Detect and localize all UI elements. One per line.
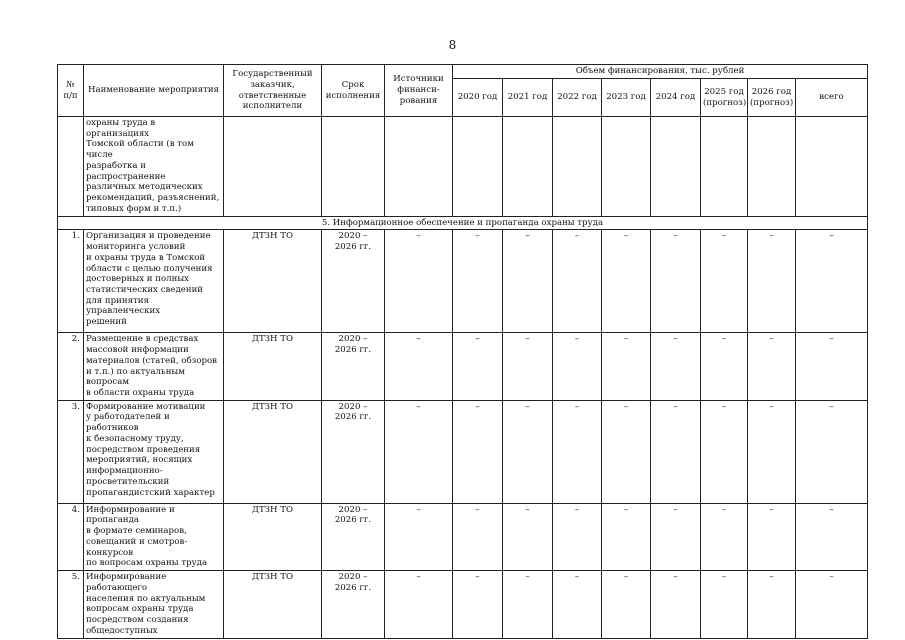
row-term: 2020 – 2026 гг.	[322, 571, 385, 638]
row-term: 2020 – 2026 гг.	[322, 503, 385, 570]
continuation-row	[58, 117, 868, 217]
table-row	[58, 571, 868, 638]
row-value: –	[503, 230, 553, 333]
row-value: –	[651, 571, 701, 638]
row-value: –	[701, 503, 748, 570]
cell	[453, 117, 503, 217]
row-value: –	[553, 400, 602, 503]
row-value: –	[701, 400, 748, 503]
row-value: –	[553, 503, 602, 570]
row-value: –	[602, 503, 651, 570]
row-number: 4.	[58, 503, 84, 570]
row-value: –	[553, 571, 602, 638]
section-row	[58, 216, 868, 230]
row-value: –	[748, 230, 796, 333]
row-number: 3.	[58, 400, 84, 503]
header-year: 2025 год (прогноз)	[701, 79, 748, 117]
row-value: –	[503, 503, 553, 570]
header-total: всего	[796, 79, 868, 117]
row-sources: –	[385, 333, 453, 400]
cell	[748, 117, 796, 217]
header-name: Наименование мероприятия	[84, 65, 224, 117]
row-value: –	[701, 571, 748, 638]
cell	[602, 117, 651, 217]
header-row-1	[58, 65, 868, 79]
row-customer: ДТЗН ТО	[224, 333, 322, 400]
row-number: 5.	[58, 571, 84, 638]
row-value: –	[701, 230, 748, 333]
row-term: 2020 – 2026 гг.	[322, 400, 385, 503]
row-value: –	[503, 400, 553, 503]
row-sources: –	[385, 400, 453, 503]
funding-table	[57, 64, 868, 639]
row-value: –	[602, 333, 651, 400]
row-value: –	[453, 333, 503, 400]
cell	[385, 117, 453, 217]
header-sources: Источники финанси- рования	[385, 65, 453, 117]
row-customer: ДТЗН ТО	[224, 230, 322, 333]
row-value: –	[453, 230, 503, 333]
header-customer: Государственный заказчик, ответственные исполнители	[224, 65, 322, 117]
row-sources: –	[385, 230, 453, 333]
row-value: –	[748, 571, 796, 638]
row-term: 2020 – 2026 гг.	[322, 333, 385, 400]
cell	[322, 117, 385, 217]
row-value: –	[796, 400, 868, 503]
cell	[224, 117, 322, 217]
row-value: –	[748, 400, 796, 503]
header-year: 2021 год	[503, 79, 553, 117]
row-sources: –	[385, 503, 453, 570]
row-number: 2.	[58, 333, 84, 400]
row-value: –	[453, 400, 503, 503]
section-title: 5. Информационное обеспечение и пропаганда охраны труда	[58, 216, 868, 230]
row-value: –	[453, 503, 503, 570]
row-value: –	[453, 571, 503, 638]
row-name: Информирование работающего населения по актуальным вопросам охраны труда посредством создания общедоступных	[84, 571, 224, 638]
table-body	[58, 230, 868, 638]
row-value: –	[651, 503, 701, 570]
table-row	[58, 230, 868, 333]
header-term: Срок исполнения	[322, 65, 385, 117]
header-num: № п/п	[58, 65, 84, 117]
row-value: –	[602, 400, 651, 503]
table-row	[58, 400, 868, 503]
row-value: –	[748, 333, 796, 400]
row-customer: ДТЗН ТО	[224, 571, 322, 638]
row-name: Информирование и пропаганда в формате семинаров, совещаний и смотров-конкурсов по вопросам охраны труда	[84, 503, 224, 570]
table-row	[58, 333, 868, 400]
cell	[701, 117, 748, 217]
row-sources: –	[385, 571, 453, 638]
row-value: –	[651, 333, 701, 400]
cell	[651, 117, 701, 217]
header-year: 2022 год	[553, 79, 602, 117]
row-value: –	[796, 230, 868, 333]
row-term: 2020 – 2026 гг.	[322, 230, 385, 333]
continuation-name: охраны труда в организациях Томской области (в том числе разработка и распространение различных методических рекомендаций, разъяснений, типовых форм и т.п.)	[84, 117, 224, 217]
cell	[553, 117, 602, 217]
row-name: Формирование мотивации у работодателей и работников к безопасному труду, посредством проведения мероприятий, носящих информационно- просветительский пропагандистский характер	[84, 400, 224, 503]
row-value: –	[796, 503, 868, 570]
row-value: –	[748, 503, 796, 570]
row-value: –	[701, 333, 748, 400]
row-value: –	[602, 230, 651, 333]
row-customer: ДТЗН ТО	[224, 400, 322, 503]
row-name: Организация и проведение мониторинга условий и охраны труда в Томской области с целью получения достоверных и полных статистических сведений для принятия управленческих решений	[84, 230, 224, 333]
cell	[58, 117, 84, 217]
header-year: 2023 год	[602, 79, 651, 117]
row-value: –	[503, 571, 553, 638]
cell	[503, 117, 553, 217]
row-value: –	[651, 230, 701, 333]
row-value: –	[796, 571, 868, 638]
table-row	[58, 503, 868, 570]
row-value: –	[553, 230, 602, 333]
row-value: –	[796, 333, 868, 400]
row-value: –	[602, 571, 651, 638]
page-number: 8	[448, 38, 457, 52]
header-year: 2024 год	[651, 79, 701, 117]
row-value: –	[503, 333, 553, 400]
header-funding-group: Объем финансирования, тыс. рублей	[453, 65, 868, 79]
row-customer: ДТЗН ТО	[224, 503, 322, 570]
header-year: 2026 год (прогноз)	[748, 79, 796, 117]
cell	[796, 117, 868, 217]
row-value: –	[651, 400, 701, 503]
row-number: 1.	[58, 230, 84, 333]
row-value: –	[553, 333, 602, 400]
header-year: 2020 год	[453, 79, 503, 117]
row-name: Размещение в средствах массовой информации материалов (статей, обзоров и т.п.) по актуальным вопросам в области охраны труда	[84, 333, 224, 400]
